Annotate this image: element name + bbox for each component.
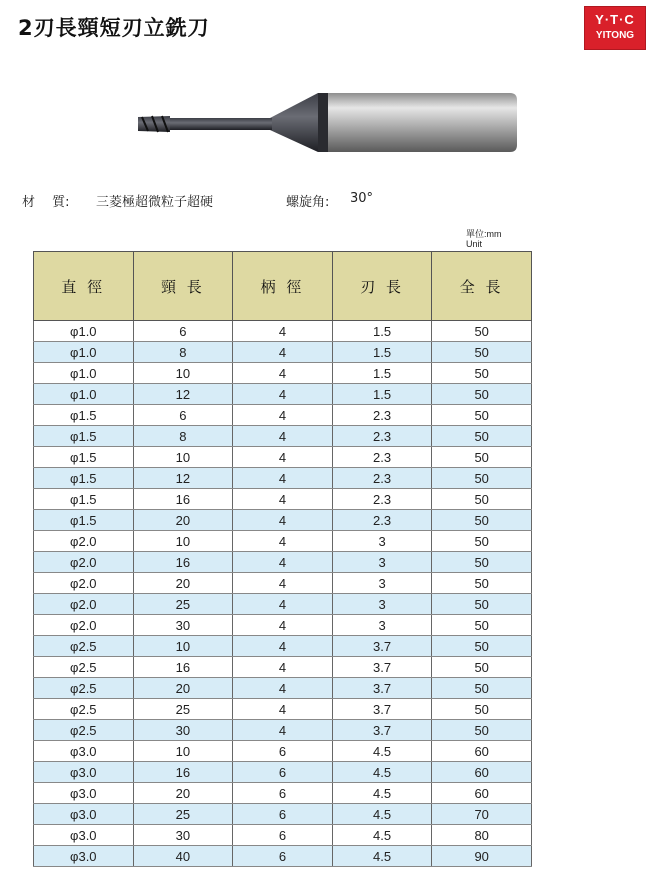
cell-overall-length: 50 (432, 573, 532, 594)
cell-neck-length: 30 (133, 720, 233, 741)
ytc-logo (584, 6, 646, 50)
cell-overall-length: 90 (432, 846, 532, 867)
cell-flute-length: 3.7 (332, 699, 432, 720)
table-row (34, 678, 532, 699)
col-header-neck-length: 頸 長 (133, 252, 233, 321)
table-body (34, 321, 532, 867)
cell-diameter: φ2.0 (34, 573, 134, 594)
cell-overall-length: 60 (432, 783, 532, 804)
cell-shank-diameter: 4 (233, 468, 333, 489)
cell-overall-length: 50 (432, 678, 532, 699)
table-row (34, 405, 532, 426)
cell-neck-length: 16 (133, 489, 233, 510)
table-row (34, 615, 532, 636)
table-row (34, 762, 532, 783)
cell-neck-length: 12 (133, 468, 233, 489)
cell-diameter: φ3.0 (34, 762, 134, 783)
cell-neck-length: 6 (133, 321, 233, 342)
cell-shank-diameter: 4 (233, 447, 333, 468)
cell-flute-length: 2.3 (332, 405, 432, 426)
cell-neck-length: 12 (133, 384, 233, 405)
cell-flute-length: 3.7 (332, 657, 432, 678)
cell-flute-length: 4.5 (332, 846, 432, 867)
col-header-overall-length: 全 長 (432, 252, 532, 321)
cell-shank-diameter: 4 (233, 342, 333, 363)
cell-neck-length: 40 (133, 846, 233, 867)
cell-flute-length: 2.3 (332, 489, 432, 510)
cell-neck-length: 10 (133, 531, 233, 552)
cell-diameter: φ3.0 (34, 846, 134, 867)
cell-neck-length: 20 (133, 510, 233, 531)
cell-shank-diameter: 4 (233, 321, 333, 342)
cell-flute-length: 2.3 (332, 447, 432, 468)
cell-diameter: φ3.0 (34, 783, 134, 804)
cell-flute-length: 3 (332, 552, 432, 573)
cell-diameter: φ2.0 (34, 594, 134, 615)
cell-overall-length: 50 (432, 426, 532, 447)
cell-diameter: φ1.5 (34, 447, 134, 468)
cell-overall-length: 70 (432, 804, 532, 825)
cell-shank-diameter: 4 (233, 678, 333, 699)
unit-note (466, 229, 502, 249)
cell-shank-diameter: 4 (233, 489, 333, 510)
cell-neck-length: 6 (133, 405, 233, 426)
cell-neck-length: 10 (133, 447, 233, 468)
cell-diameter: φ2.5 (34, 636, 134, 657)
cell-neck-length: 20 (133, 783, 233, 804)
cell-flute-length: 4.5 (332, 741, 432, 762)
cell-flute-length: 2.3 (332, 468, 432, 489)
page-title: 2刃長頸短刃立銑刀 (18, 16, 210, 40)
table-row (34, 468, 532, 489)
cell-flute-length: 4.5 (332, 825, 432, 846)
cell-diameter: φ1.5 (34, 426, 134, 447)
cell-shank-diameter: 4 (233, 363, 333, 384)
cell-flute-length: 3.7 (332, 678, 432, 699)
cell-overall-length: 50 (432, 405, 532, 426)
cell-overall-length: 50 (432, 531, 532, 552)
table-row (34, 741, 532, 762)
cell-flute-length: 3.7 (332, 720, 432, 741)
cell-shank-diameter: 4 (233, 384, 333, 405)
cell-shank-diameter: 6 (233, 846, 333, 867)
cell-flute-length: 3 (332, 615, 432, 636)
logo-text-yitong: YITONG (595, 30, 635, 41)
cell-diameter: φ1.0 (34, 363, 134, 384)
table-row (34, 783, 532, 804)
table-row (34, 447, 532, 468)
cell-shank-diameter: 6 (233, 741, 333, 762)
cell-diameter: φ1.5 (34, 468, 134, 489)
cell-neck-length: 30 (133, 825, 233, 846)
table-row (34, 531, 532, 552)
cell-diameter: φ1.5 (34, 405, 134, 426)
cell-shank-diameter: 4 (233, 531, 333, 552)
cell-neck-length: 25 (133, 804, 233, 825)
cell-diameter: φ3.0 (34, 804, 134, 825)
cell-overall-length: 50 (432, 384, 532, 405)
cell-diameter: φ1.0 (34, 384, 134, 405)
cell-diameter: φ2.0 (34, 615, 134, 636)
cell-neck-length: 20 (133, 678, 233, 699)
spec-table (33, 251, 532, 867)
cell-flute-length: 3 (332, 531, 432, 552)
table-row (34, 573, 532, 594)
cell-neck-length: 30 (133, 615, 233, 636)
cell-flute-length: 4.5 (332, 804, 432, 825)
helix-angle-label: 螺旋角: (286, 195, 330, 210)
cell-diameter: φ2.5 (34, 657, 134, 678)
helix-angle-value: 30° (350, 191, 374, 206)
table-row (34, 699, 532, 720)
cell-neck-length: 10 (133, 636, 233, 657)
cell-overall-length: 50 (432, 342, 532, 363)
cell-overall-length: 50 (432, 447, 532, 468)
cell-overall-length: 50 (432, 489, 532, 510)
cell-flute-length: 1.5 (332, 384, 432, 405)
cell-shank-diameter: 4 (233, 720, 333, 741)
table-row (34, 384, 532, 405)
cell-overall-length: 50 (432, 468, 532, 489)
cell-diameter: φ2.0 (34, 552, 134, 573)
cell-neck-length: 10 (133, 741, 233, 762)
cell-shank-diameter: 4 (233, 657, 333, 678)
col-header-flute-length: 刃 長 (332, 252, 432, 321)
cell-flute-length: 1.5 (332, 342, 432, 363)
cell-shank-diameter: 4 (233, 552, 333, 573)
cell-flute-length: 4.5 (332, 762, 432, 783)
table-row (34, 342, 532, 363)
cell-neck-length: 8 (133, 342, 233, 363)
cell-overall-length: 80 (432, 825, 532, 846)
unit-line-chinese: 單位:mm (466, 229, 502, 239)
cell-shank-diameter: 6 (233, 783, 333, 804)
table-row (34, 825, 532, 846)
cell-overall-length: 50 (432, 363, 532, 384)
cell-diameter: φ1.5 (34, 510, 134, 531)
cell-neck-length: 16 (133, 657, 233, 678)
cell-shank-diameter: 6 (233, 762, 333, 783)
cell-shank-diameter: 6 (233, 825, 333, 846)
cell-neck-length: 20 (133, 573, 233, 594)
cell-overall-length: 60 (432, 762, 532, 783)
cell-diameter: φ2.5 (34, 678, 134, 699)
cell-diameter: φ3.0 (34, 825, 134, 846)
table-row (34, 321, 532, 342)
cell-diameter: φ3.0 (34, 741, 134, 762)
material-value: 三菱極超微粒子超硬 (96, 195, 214, 210)
cell-overall-length: 50 (432, 510, 532, 531)
cell-overall-length: 50 (432, 720, 532, 741)
table-row (34, 720, 532, 741)
cell-overall-length: 50 (432, 657, 532, 678)
cell-overall-length: 50 (432, 636, 532, 657)
cell-flute-length: 1.5 (332, 363, 432, 384)
cell-neck-length: 25 (133, 699, 233, 720)
table-header-row (34, 252, 532, 321)
cell-flute-length: 2.3 (332, 426, 432, 447)
table-row (34, 804, 532, 825)
col-header-diameter: 直 徑 (34, 252, 134, 321)
cell-diameter: φ2.5 (34, 720, 134, 741)
cell-neck-length: 10 (133, 363, 233, 384)
cell-shank-diameter: 4 (233, 573, 333, 594)
cell-diameter: φ2.0 (34, 531, 134, 552)
cell-flute-length: 3.7 (332, 636, 432, 657)
col-header-shank-diameter: 柄 徑 (233, 252, 333, 321)
cell-flute-length: 3 (332, 594, 432, 615)
cell-shank-diameter: 4 (233, 426, 333, 447)
cell-flute-length: 2.3 (332, 510, 432, 531)
table-row (34, 426, 532, 447)
cell-shank-diameter: 6 (233, 804, 333, 825)
cell-shank-diameter: 4 (233, 636, 333, 657)
cell-shank-diameter: 4 (233, 615, 333, 636)
cell-neck-length: 25 (133, 594, 233, 615)
end-mill-image (130, 85, 520, 175)
cell-overall-length: 60 (432, 741, 532, 762)
table-row (34, 594, 532, 615)
cell-overall-length: 50 (432, 552, 532, 573)
cell-overall-length: 50 (432, 594, 532, 615)
cell-shank-diameter: 4 (233, 699, 333, 720)
cell-diameter: φ1.5 (34, 489, 134, 510)
table-row (34, 846, 532, 867)
cell-diameter: φ1.0 (34, 342, 134, 363)
table-row (34, 489, 532, 510)
unit-line-english: Unit (466, 239, 483, 249)
table-row (34, 636, 532, 657)
cell-diameter: φ1.0 (34, 321, 134, 342)
cell-shank-diameter: 4 (233, 405, 333, 426)
cell-shank-diameter: 4 (233, 594, 333, 615)
cell-neck-length: 16 (133, 762, 233, 783)
table-row (34, 510, 532, 531)
cell-neck-length: 8 (133, 426, 233, 447)
cell-flute-length: 3 (332, 573, 432, 594)
table-row (34, 657, 532, 678)
cell-overall-length: 50 (432, 699, 532, 720)
material-label: 材 質: (22, 195, 70, 210)
cell-neck-length: 16 (133, 552, 233, 573)
cell-flute-length: 4.5 (332, 783, 432, 804)
table-row (34, 552, 532, 573)
cell-flute-length: 1.5 (332, 321, 432, 342)
cell-diameter: φ2.5 (34, 699, 134, 720)
cell-overall-length: 50 (432, 321, 532, 342)
logo-text-ytc: Y·T·C (595, 12, 635, 27)
cell-shank-diameter: 4 (233, 510, 333, 531)
cell-overall-length: 50 (432, 615, 532, 636)
table-row (34, 363, 532, 384)
